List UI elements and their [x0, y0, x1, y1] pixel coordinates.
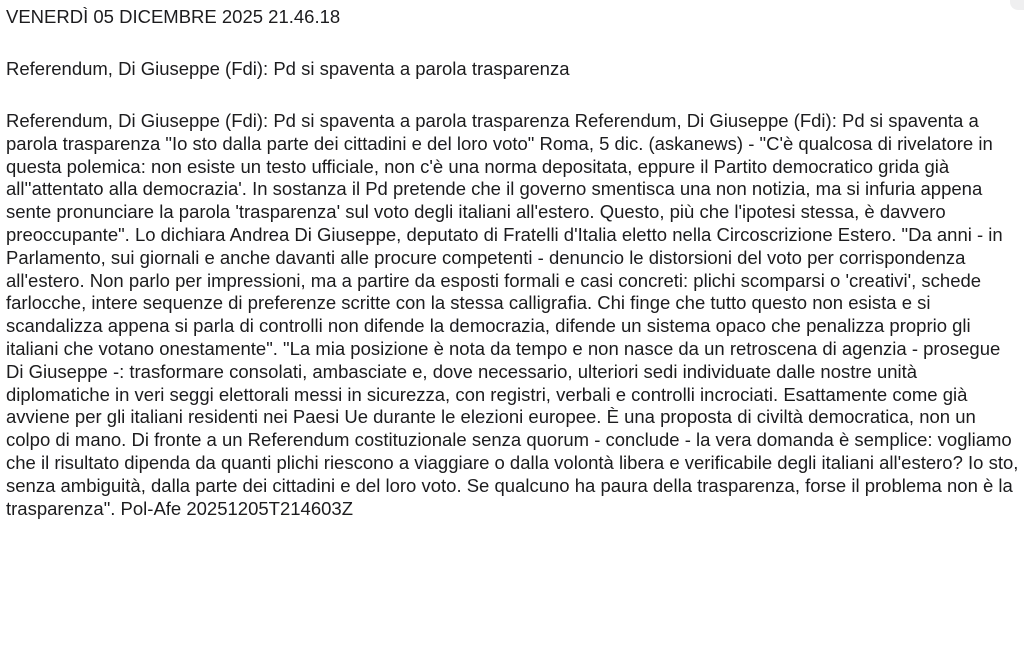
article-dateline: VENERDÌ 05 DICEMBRE 2025 21.46.18 — [6, 6, 341, 27]
article-body: Referendum, Di Giuseppe (Fdi): Pd si spaventa a parola trasparenza Referendum, Di Giuseppe (Fdi): Pd si spaventa a parola trasparenza "Io sto dalla parte dei cittadini e del loro voto" Roma, 5 dic. (askanews) - "C'è qualcosa di rivelatore in questa polemica: non esiste un testo ufficiale, non c'è una norma depositata, eppure il Partito democratico grida già all''attentato alla democrazia'. In sostanza il Pd pretende che il governo smentisca una non notizia, ma si infuria appena sente pronunciare la parola 'trasparenza' sul voto degli italiani all'estero. Questo, più che l'ipotesi stessa, è davvero preoccupante". Lo dichiara Andrea Di Giuseppe, deputato di Fratelli d'Italia eletto nella Circoscrizione Estero. "Da anni - in Parlamento, sui giornali e anche davanti alle procure competenti - denuncio le distorsioni del voto per corrispondenza all'estero. Non parlo per impressioni, ma a partire da esposti formali e casi concreti: plichi scomparsi o 'creativi', schede farlocche, intere sequenze di preferenze scritte con la stessa calligrafia. Chi finge che tutto questo non esista e si scandalizza appena si parla di controlli non difende la democrazia, difende un sistema opaco che penalizza proprio gli italiani che votano onestamente". "La mia posizione è nota da tempo e non nasce da un retroscena di agenzia - prosegue Di Giuseppe -: trasformare consolati, ambasciate e, dove necessario, ulteriori sedi individuate dalle nostre unità diplomatiche in veri seggi elettorali messi in sicurezza, con registri, verbali e controlli incrociati. Esattamente come già avviene per gli italiani residenti nei Paesi Ue durante le elezioni europee. È una proposta di civiltà democratica, non un colpo di mano. Di fronte a un Referendum costituzionale senza quorum - conclude - la vera domanda è semplice: vogliamo che il risultato dipenda da quanti plichi riescono a viaggiare o dalla volontà libera e verificabile degli italiani all'estero? Io sto, senza ambiguità, dalla parte dei cittadini e del loro voto. Se qualcuno ha paura della trasparenza, forse il problema non è la trasparenza". Pol-Afe 20251205T214603Z — [6, 110, 1019, 519]
news-article — [6, 0, 1022, 520]
article-headline: Referendum, Di Giuseppe (Fdi): Pd si spaventa a parola trasparenza — [6, 58, 570, 79]
